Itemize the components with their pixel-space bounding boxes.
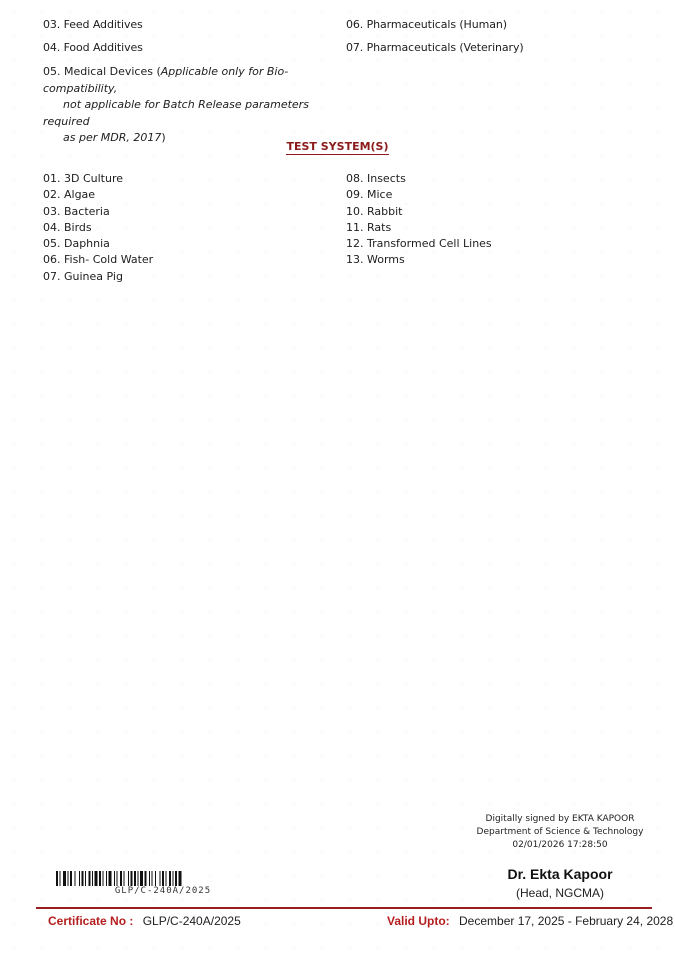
- barcode-text: GLP/C-240A/2025: [56, 886, 270, 896]
- validity: [387, 914, 673, 928]
- test-system-item: 11. Rats: [346, 220, 392, 234]
- category-item: 03. Feed Additives: [43, 18, 143, 31]
- category-item: 07. Pharmaceuticals (Veterinary): [346, 41, 524, 54]
- category-note: Applicable only for Bio-compatibility,: [43, 65, 289, 95]
- test-system-item: 12. Transformed Cell Lines: [346, 237, 492, 251]
- certificate-value: GLP/C-240A/2025: [142, 914, 241, 928]
- valid-value: December 17, 2025 - February 24, 2028: [459, 914, 674, 928]
- test-system-item: 04. Birds: [43, 220, 92, 234]
- signature-line: 02/01/2026 17:28:50: [512, 840, 608, 850]
- test-system-item: 05. Daphnia: [43, 237, 110, 251]
- category-close: ): [161, 131, 166, 144]
- test-system-item: 07. Guinea Pig: [43, 269, 123, 283]
- category-item: 06. Pharmaceuticals (Human): [346, 18, 507, 31]
- test-system-item: 03. Bacteria: [43, 204, 110, 218]
- test-system-item: 10. Rabbit: [346, 204, 403, 218]
- category-note: not applicable for Batch Release parameters required: [43, 98, 309, 128]
- test-system-item: 02. Algae: [43, 188, 96, 202]
- signatory-name: Dr. Ekta Kapoor: [507, 866, 613, 882]
- digital-signature: [470, 813, 650, 852]
- certificate-number: [48, 914, 241, 928]
- test-system-item: 01. 3D Culture: [43, 172, 123, 185]
- valid-label: Valid Upto:: [387, 914, 450, 928]
- signature-line: Department of Science & Technology: [476, 827, 644, 837]
- category-label: 05. Medical Devices (: [43, 65, 161, 78]
- test-system-item: 08. Insects: [346, 172, 406, 185]
- category-note: as per MDR, 2017: [63, 131, 162, 144]
- test-system-list-right: [346, 171, 492, 269]
- test-system-list-left: [43, 171, 153, 285]
- test-system-item: 06. Fish- Cold Water: [43, 253, 154, 267]
- test-system-heading-text: TEST SYSTEM(S): [286, 140, 389, 153]
- category-item-medical-devices: [43, 64, 333, 147]
- test-system-heading: [0, 140, 675, 153]
- test-system-item: 09. Mice: [346, 188, 393, 202]
- certificate-label: Certificate No :: [48, 914, 134, 928]
- category-item: 04. Food Additives: [43, 41, 143, 54]
- test-system-item: 13. Worms: [346, 253, 405, 267]
- footer-divider: [36, 907, 652, 909]
- signature-line: Digitally signed by EKTA KAPOOR: [485, 814, 635, 824]
- signatory-title: (Head, NGCMA): [515, 886, 604, 900]
